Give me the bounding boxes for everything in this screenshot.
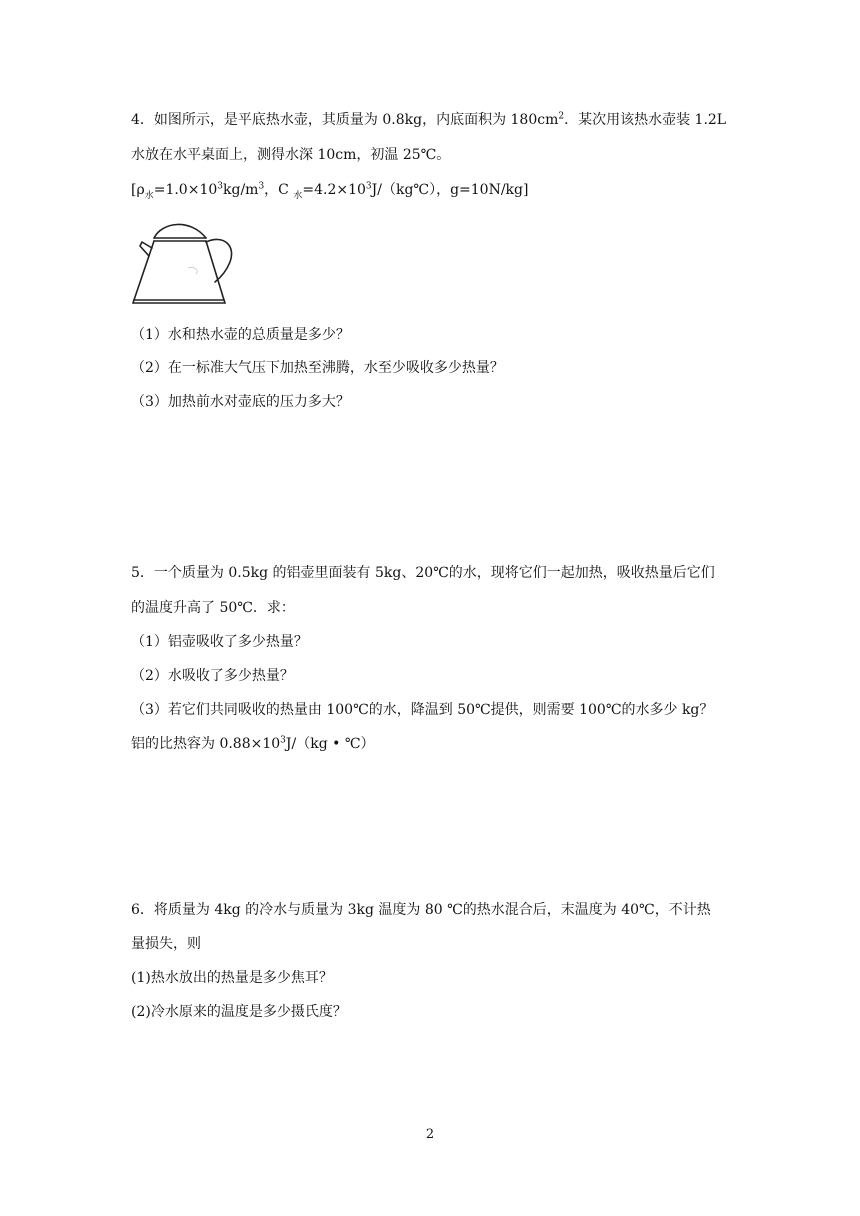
q4-sub3: （3）加热前水对壶底的压力多大？	[131, 394, 350, 410]
q5-sub1: （1）铝壶吸收了多少热量？	[131, 634, 308, 650]
q4-line2: 水放在水平桌面上，测得水深 10cm，初温 25℃。	[131, 147, 451, 163]
q5-sub2: （2）水吸收了多少热量？	[131, 668, 294, 684]
q6-line2: 量损失，则	[131, 936, 201, 952]
q5-line1: 5．一个质量为 0.5kg 的铝壶里面装有 5kg、20℃的水，现将它们一起加热，吸收热量后它们	[131, 565, 715, 581]
q6-sub2: (2)冷水原来的温度是多少摄氏度？	[131, 1004, 347, 1020]
q4-line1: 4．如图所示，是平底热水壶，其质量为 0.8kg，内底面积为 $180cm^2$．某次用该热水壶装 1.2L	[131, 111, 727, 128]
page-number: 2	[425, 1127, 435, 1142]
q4-sub2: （2）在一标准大气压下加热至沸腾，水至少吸收多少热量？	[131, 360, 504, 376]
q6-sub1: (1)热水放出的热量是多少焦耳？	[131, 970, 333, 986]
kettle-icon	[128, 212, 238, 314]
q5-line2: 的温度升高了 50℃．求：	[131, 600, 295, 616]
q6-line1: 6．将质量为 4kg 的冷水与质量为 3kg 温度为 80 ℃的热水混合后，末温度为 40℃，不计热	[131, 902, 711, 918]
q5-sub3: （3）若它们共同吸收的热量由 100℃的水，降温到 50℃提供，则需要 100℃的水多少 kg？	[131, 702, 714, 718]
q4-constants: [$\rho_水=1.0\times 10^3kg/m^3$，C $_水=4.2\times 10^3J/(kg℃)$，g=10N/kg]	[131, 181, 529, 201]
q4-sub1: （1）水和热水壶的总质量是多少？	[131, 327, 350, 343]
q5-note: 铝的比热容为 $0.88\times 10^3J/(kg$ • ℃）	[131, 735, 375, 752]
